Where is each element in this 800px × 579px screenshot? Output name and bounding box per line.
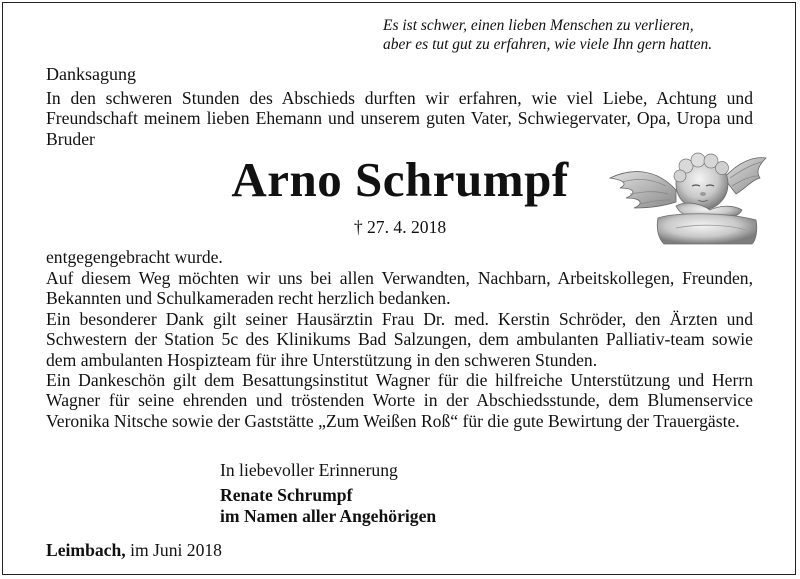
quote-line-2: aber es tut gut zu erfahren, wie viele Ihn gern hatten. [383, 36, 713, 53]
footer-place: Leimbach, [46, 540, 126, 560]
footer-place-date [46, 540, 222, 561]
cherub-angel-image [606, 148, 768, 248]
deceased-name: Arno Schrumpf [231, 152, 569, 207]
death-date: † 27. 4. 2018 [353, 217, 447, 237]
thanks-paragraph-1: Auf diesem Weg möchten wir uns bei allen Verwandten, Nachbarn, Arbeitskollegen, Freunden, Bekannten und Schulkameraden recht herzlich bedanken. [46, 268, 753, 309]
thanks-paragraph-3: Ein Dankeschön gilt dem Besattungsinstitut Wagner für die hilfreiche Unterstützung und Herrn Wagner für seine ehrenden und tröstenden Worte in der Abschiedsstunde, dem Blumenservice Veronika Nitsche sowie der Gaststätte „Zum Weißen Roß“ für die gute Bewirtung der Trauergäste. [46, 370, 753, 431]
signature-closing: In liebevoller Erinnerung [220, 460, 398, 480]
continuation-text: entgegengebracht wurde. [46, 247, 223, 267]
signature-name: Renate Schrumpf [220, 485, 353, 505]
memorial-quote [383, 16, 783, 54]
footer-date: im Juni 2018 [130, 540, 222, 560]
heading-danksagung: Danksagung [46, 64, 136, 84]
intro-paragraph: In den schweren Stunden des Abschieds durften wir erfahren, wie viel Liebe, Achtung und Freundschaft meinem lieben Ehemann und unserem guten Vater, Schwiegervater, Opa, Uropa und Bruder [46, 88, 753, 149]
thanks-paragraph-2: Ein besonderer Dank gilt seiner Hausärztin Frau Dr. med. Kerstin Schröder, den Ärzten und Schwestern der Station 5c des Klinikums Bad Salzungen, dem ambulanten Palliativ-team sowie dem ambulanten Hospizteam für ihre Unterstützung in den schweren Stunden. [46, 309, 753, 370]
signature-family: im Namen aller Angehörigen [220, 506, 437, 526]
quote-line-1: Es ist schwer, einen lieben Menschen zu verlieren, [383, 17, 694, 34]
